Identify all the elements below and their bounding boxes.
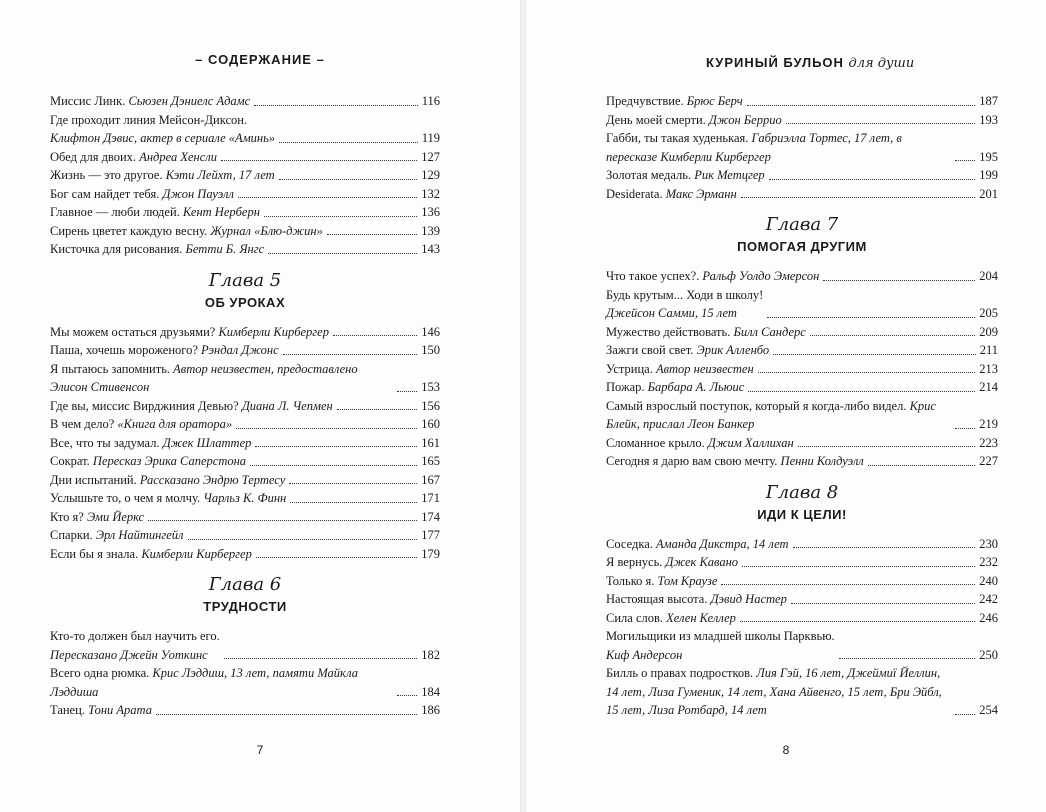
leader-dots bbox=[742, 566, 975, 567]
toc-entry-story: Бог сам найдет тебя. bbox=[50, 186, 163, 201]
toc-entry-page: 177 bbox=[421, 528, 440, 542]
leader-dots bbox=[955, 428, 975, 429]
toc-entry-story: Обед для двоих. bbox=[50, 149, 140, 164]
toc-entry-author: Пенни Колдуэлл bbox=[780, 454, 864, 468]
toc-entry-title bbox=[50, 471, 285, 490]
chapter-name: ПОМОГАЯ ДРУГИМ bbox=[737, 239, 867, 254]
toc-entry-story: Габби, ты такая худенькая. bbox=[606, 131, 752, 145]
chapter-name: ОБ УРОКАХ bbox=[204, 294, 286, 310]
chapter-title: Глава 5 bbox=[208, 269, 282, 291]
toc-entry-page: 156 bbox=[421, 398, 440, 413]
toc-entry-page: 242 bbox=[979, 592, 998, 606]
toc-entry-page: 132 bbox=[421, 186, 440, 201]
toc-entry-author: Кимберли Кирбергер bbox=[218, 324, 329, 339]
toc-entry-story: Только я. bbox=[606, 573, 658, 588]
toc-entry-author: Джек Кавано bbox=[665, 555, 739, 569]
toc-entry-story: Сирень цветет каждую весну. bbox=[50, 223, 211, 238]
toc-entry-author: Брюс Берч bbox=[686, 94, 743, 108]
leader-dots bbox=[397, 695, 417, 696]
table-of-contents bbox=[50, 92, 440, 720]
toc-entry-title bbox=[50, 185, 234, 204]
toc-entry-page: 160 bbox=[421, 417, 440, 431]
toc-entry-author: Сьюзен Дэниелс Адамс bbox=[128, 94, 251, 108]
toc-entry-title bbox=[606, 166, 765, 185]
toc-entry-page: 116 bbox=[421, 94, 440, 108]
leader-dots bbox=[767, 317, 975, 318]
toc-entry-page: 136 bbox=[421, 205, 440, 219]
toc-entry-page: 187 bbox=[979, 94, 998, 108]
toc-entry-story: Спарки. bbox=[50, 528, 96, 542]
toc-entry-author: Пересказано Джейн Уоткинс bbox=[50, 647, 208, 662]
toc-entry[interactable] bbox=[50, 434, 440, 453]
toc-entry-page: 201 bbox=[979, 186, 998, 201]
toc-entry-story: Мы можем остаться друзьями? bbox=[50, 324, 219, 339]
toc-entry-title bbox=[50, 508, 144, 527]
leader-dots bbox=[839, 658, 976, 659]
toc-entry[interactable] bbox=[606, 627, 998, 664]
toc-entry-story: Если бы я знала. bbox=[50, 546, 142, 561]
toc-entry-page: 240 bbox=[979, 573, 998, 588]
leader-dots bbox=[156, 714, 417, 715]
leader-dots bbox=[823, 280, 975, 281]
toc-entry-page: 213 bbox=[979, 361, 998, 376]
toc-entry[interactable] bbox=[50, 360, 440, 397]
leader-dots bbox=[279, 179, 418, 180]
chapter-name: ИДИ К ЦЕЛИ! bbox=[757, 506, 847, 522]
toc-entry-story: Сегодня я дарю вам свою мечту. bbox=[606, 454, 781, 468]
toc-entry-author: Джек Шлаттер bbox=[162, 435, 252, 450]
toc-entry-page: 143 bbox=[421, 242, 440, 256]
toc-entry-story: Жизнь — это другое. bbox=[50, 168, 166, 182]
running-head-script: для души bbox=[848, 56, 915, 71]
leader-dots bbox=[224, 658, 418, 659]
toc-entry-story: Где проходит линия Мейсон-Диксон. bbox=[50, 112, 248, 127]
toc-entry-author: Автор неизвестен, предоставлено Элисон Стивенсон bbox=[50, 361, 358, 394]
toc-entry-story: Устрица. bbox=[606, 361, 656, 376]
toc-entry-title bbox=[606, 627, 835, 664]
leader-dots bbox=[740, 621, 975, 622]
toc-entry-story: Пожар. bbox=[606, 380, 648, 394]
toc-entry-story: Кто я? bbox=[50, 509, 87, 524]
toc-entry-story: Паша, хочешь мороженого? bbox=[50, 343, 202, 357]
toc-entry-story: Могильщики из младшей школы Парквью. bbox=[606, 629, 835, 643]
toc-entry-page: 182 bbox=[421, 647, 440, 662]
toc-entry-title bbox=[606, 129, 951, 166]
toc-entry-story: День моей смерти. bbox=[606, 112, 709, 127]
page-number: 7 bbox=[256, 743, 264, 757]
toc-entry-story: Главное — люби людей. bbox=[50, 205, 183, 219]
toc-entry-author: Ральф Уолдо Эмерсон bbox=[702, 269, 820, 283]
toc-entry[interactable] bbox=[50, 489, 440, 508]
toc-entry-story: Мужество действовать. bbox=[606, 324, 734, 339]
toc-entry[interactable] bbox=[50, 166, 440, 185]
toc-entry-title bbox=[50, 203, 260, 222]
toc-entry-author: Билл Сандерс bbox=[733, 324, 806, 339]
toc-entry-story: Desiderata. bbox=[606, 186, 666, 201]
toc-entry-author: Том Краузе bbox=[657, 573, 718, 588]
toc-entry-title bbox=[50, 664, 393, 701]
toc-entry-page: 129 bbox=[421, 168, 440, 182]
toc-entry[interactable] bbox=[50, 222, 440, 241]
leader-dots bbox=[256, 557, 417, 558]
chapter-title: Глава 7 bbox=[765, 214, 839, 235]
toc-entry-title bbox=[50, 434, 251, 453]
leader-dots bbox=[955, 160, 975, 161]
toc-entry-author: Аманда Дикстра, 14 лет bbox=[656, 536, 789, 551]
toc-entry-title bbox=[606, 590, 787, 609]
toc-entry-story: Где вы, миссис Вирджиния Девью? bbox=[50, 398, 242, 413]
toc-entry-story: Кисточка для рисования. bbox=[50, 242, 186, 256]
leader-dots bbox=[810, 335, 975, 336]
toc-entry[interactable] bbox=[50, 526, 440, 545]
toc-entry-story: Сломанное крыло. bbox=[606, 435, 708, 450]
toc-entry-author: Рик Метцгер bbox=[694, 168, 765, 182]
toc-entry-title bbox=[606, 572, 717, 591]
toc-entry-page: 150 bbox=[421, 343, 440, 357]
toc-entry-title bbox=[606, 185, 737, 204]
toc-entry-title bbox=[606, 609, 736, 628]
toc-entry[interactable] bbox=[606, 553, 998, 572]
toc-entry-page: 219 bbox=[979, 417, 998, 431]
toc-entry-title bbox=[50, 489, 286, 508]
toc-entry[interactable] bbox=[50, 452, 440, 471]
toc-entry-title bbox=[50, 92, 250, 111]
toc-entry-story: Дни испытаний. bbox=[50, 472, 140, 487]
toc-entry-title bbox=[606, 434, 794, 453]
toc-entry-title bbox=[50, 545, 252, 564]
toc-entry-title bbox=[606, 535, 789, 554]
toc-entry[interactable] bbox=[606, 609, 998, 628]
leader-dots bbox=[758, 372, 976, 373]
toc-entry[interactable] bbox=[50, 415, 440, 434]
toc-entry-story: Кто-то должен был научить его. bbox=[50, 629, 220, 643]
leader-dots bbox=[769, 179, 976, 180]
toc-entry-page: 139 bbox=[421, 223, 440, 238]
toc-entry-author: Кэти Лейхт, 17 лет bbox=[165, 168, 275, 182]
toc-entry-author: Хелен Келлер bbox=[666, 610, 736, 625]
toc-entry-author: Эми Йеркс bbox=[86, 509, 145, 524]
toc-entry-page: 161 bbox=[421, 435, 440, 450]
toc-entry-author: Чарльз К. Финн bbox=[203, 491, 287, 505]
chapter-title: Глава 8 bbox=[765, 481, 839, 503]
toc-entry-author: Крис Блейк, прислал Леон Банкер bbox=[606, 398, 936, 431]
toc-entry[interactable] bbox=[50, 111, 440, 148]
running-head: – СОДЕРЖАНИЕ – bbox=[195, 52, 325, 67]
toc-entry-page: 227 bbox=[979, 454, 998, 468]
toc-entry[interactable] bbox=[50, 397, 440, 416]
toc-entry-story: В чем дело? bbox=[50, 417, 118, 431]
toc-entry-story: Зажги свой свет. bbox=[606, 343, 697, 357]
toc-entry[interactable] bbox=[606, 166, 998, 185]
toc-entry-author: Кент Нерберн bbox=[182, 205, 260, 219]
toc-entry-page: 254 bbox=[979, 703, 998, 717]
toc-entry-page: 179 bbox=[421, 546, 440, 561]
toc-entry[interactable] bbox=[606, 452, 998, 471]
toc-entry-page: 223 bbox=[979, 435, 998, 450]
toc-entry-title bbox=[50, 341, 279, 360]
leader-dots bbox=[327, 234, 417, 235]
toc-entry-title bbox=[606, 267, 819, 286]
leader-dots bbox=[748, 391, 975, 392]
toc-entry-author: «Книга для оратора» bbox=[117, 417, 233, 431]
toc-entry-page: 205 bbox=[979, 306, 998, 320]
toc-entry[interactable] bbox=[50, 508, 440, 527]
toc-entry-title bbox=[50, 526, 184, 545]
running-head bbox=[706, 55, 946, 71]
toc-entry-page: 153 bbox=[421, 380, 440, 394]
toc-entry-author: Журнал «Блю-джин» bbox=[210, 223, 323, 238]
leader-dots bbox=[333, 335, 417, 336]
toc-entry[interactable] bbox=[50, 664, 440, 701]
toc-entry-page: 230 bbox=[979, 536, 998, 551]
toc-entry-page: 204 bbox=[979, 269, 998, 283]
toc-entry-title bbox=[606, 360, 754, 379]
leader-dots bbox=[741, 197, 976, 198]
toc-entry-author: Эрик Алленбо bbox=[696, 343, 770, 357]
leader-dots bbox=[773, 354, 976, 355]
toc-entry-page: 165 bbox=[421, 454, 440, 468]
leader-dots bbox=[238, 197, 417, 198]
toc-entry-story: Сократ. bbox=[50, 454, 93, 468]
toc-entry-page: 250 bbox=[979, 647, 998, 662]
leader-dots bbox=[188, 539, 418, 540]
leader-dots bbox=[397, 391, 417, 392]
leader-dots bbox=[279, 142, 418, 143]
toc-entry-author: Бетти Б. Янгс bbox=[185, 242, 265, 256]
leader-dots bbox=[868, 465, 975, 466]
toc-entry[interactable] bbox=[606, 111, 998, 130]
toc-entry-title bbox=[50, 148, 217, 167]
leader-dots bbox=[283, 354, 418, 355]
toc-entry-author: Рассказано Эндрю Тертесу bbox=[139, 472, 286, 487]
toc-entry[interactable] bbox=[606, 664, 998, 720]
toc-entry-story: Предчувствие. bbox=[606, 94, 687, 108]
toc-entry-author: Автор неизвестен bbox=[655, 361, 754, 376]
leader-dots bbox=[791, 603, 975, 604]
toc-entry-author: Тони Арата bbox=[88, 703, 152, 717]
leader-dots bbox=[148, 520, 417, 521]
toc-entry-page: 232 bbox=[979, 555, 998, 569]
toc-entry[interactable] bbox=[50, 627, 440, 664]
toc-entry[interactable] bbox=[50, 185, 440, 204]
leader-dots bbox=[221, 160, 417, 161]
leader-dots bbox=[254, 105, 417, 106]
toc-entry[interactable] bbox=[50, 148, 440, 167]
toc-entry-title bbox=[50, 397, 333, 416]
toc-entry-author: Клифтон Дэвис, актер в сериале «Аминь» bbox=[50, 131, 276, 145]
toc-entry-title bbox=[606, 553, 738, 572]
leader-dots bbox=[290, 502, 417, 503]
toc-entry-story: Соседка. bbox=[606, 536, 657, 551]
toc-entry[interactable] bbox=[606, 434, 998, 453]
toc-entry-title bbox=[50, 166, 275, 185]
toc-entry-page: 146 bbox=[421, 324, 440, 339]
toc-entry[interactable] bbox=[606, 360, 998, 379]
toc-entry-story: Всего одна рюмка. bbox=[50, 666, 153, 680]
leader-dots bbox=[268, 253, 417, 254]
toc-entry-story: Миссис Линк. bbox=[50, 94, 129, 108]
chapter-title: Глава 6 bbox=[208, 574, 282, 595]
leader-dots bbox=[793, 547, 976, 548]
toc-entry-title bbox=[50, 627, 220, 664]
toc-entry-story: Услышьте то, о чем я молчу. bbox=[50, 491, 204, 505]
toc-entry-page: 209 bbox=[979, 324, 998, 339]
chapter-name: ТРУДНОСТИ bbox=[203, 599, 287, 614]
toc-entry-page: 199 bbox=[979, 168, 998, 182]
toc-entry-story: Танец. bbox=[50, 703, 89, 717]
running-head-title: КУРИНЫЙ БУЛЬОН bbox=[706, 55, 844, 70]
toc-entry-page: 195 bbox=[979, 149, 998, 164]
toc-entry-page: 171 bbox=[421, 491, 440, 505]
toc-entry-title bbox=[50, 323, 329, 342]
leader-dots bbox=[255, 446, 417, 447]
toc-entry-title bbox=[50, 701, 152, 720]
toc-entry[interactable] bbox=[606, 590, 998, 609]
table-of-contents bbox=[606, 92, 998, 720]
toc-entry[interactable] bbox=[606, 397, 998, 434]
toc-entry[interactable] bbox=[606, 323, 998, 342]
toc-entry[interactable] bbox=[50, 545, 440, 564]
toc-entry-page: 174 bbox=[421, 509, 440, 524]
toc-entry[interactable] bbox=[50, 240, 440, 259]
toc-entry[interactable] bbox=[606, 535, 998, 554]
toc-entry-page: 186 bbox=[421, 703, 440, 717]
toc-entry-title bbox=[50, 415, 232, 434]
toc-entry-page: 127 bbox=[421, 149, 440, 164]
toc-entry-title bbox=[50, 360, 393, 397]
toc-entry-title bbox=[606, 323, 806, 342]
toc-entry-title bbox=[606, 452, 864, 471]
toc-entry[interactable] bbox=[606, 129, 998, 166]
toc-entry-story: Самый взрослый поступок, который я когда-либо видел. bbox=[606, 398, 910, 413]
toc-entry-title bbox=[50, 111, 275, 148]
toc-entry[interactable] bbox=[606, 92, 998, 111]
toc-entry-author: Лия Гэй, 16 лет, Джеймиї Йеллин, 14 лет, Лиза Гуменик, 14 лет, Хана Айвенго, 15 лет, Бри Эйбл, 15 лет, Лиза Ротбард, 14 лет bbox=[606, 666, 942, 717]
toc-entry-page: 246 bbox=[979, 610, 998, 625]
toc-entry-page: 119 bbox=[421, 131, 440, 145]
toc-entry-title bbox=[606, 664, 951, 720]
toc-entry[interactable] bbox=[606, 185, 998, 204]
toc-entry-title bbox=[606, 92, 743, 111]
toc-entry[interactable] bbox=[50, 203, 440, 222]
left-page bbox=[0, 0, 520, 812]
toc-entry-title bbox=[606, 111, 782, 130]
page-number: 8 bbox=[782, 743, 790, 757]
toc-entry-author: Барбара А. Льюис bbox=[647, 380, 745, 394]
toc-entry[interactable] bbox=[606, 341, 998, 360]
leader-dots bbox=[289, 483, 417, 484]
toc-entry-story: Золотая медаль. bbox=[606, 168, 695, 182]
toc-entry-author: Киф Андерсон bbox=[606, 647, 683, 662]
toc-entry-author: Джон Пауэлл bbox=[162, 186, 234, 201]
toc-entry-story: Я пытаюсь запомнить. bbox=[50, 361, 174, 376]
toc-entry-author: Джейсон Самми, 15 лет bbox=[606, 306, 737, 320]
toc-entry[interactable] bbox=[606, 267, 998, 286]
leader-dots bbox=[786, 123, 976, 124]
toc-entry-story: Будь крутым... Ходи в школу! bbox=[606, 287, 764, 302]
toc-entry-title bbox=[606, 397, 951, 434]
toc-entry-author: Дэвид Настер bbox=[710, 592, 787, 606]
toc-entry-author: Диана Л. Чепмен bbox=[241, 398, 333, 413]
toc-entry[interactable] bbox=[606, 286, 998, 323]
toc-entry[interactable] bbox=[606, 378, 998, 397]
leader-dots bbox=[250, 465, 417, 466]
toc-entry-author: Габриэлла Тортес, 17 лет, в пересказе Кимберли Кирбергер bbox=[606, 131, 902, 164]
toc-entry-page: 184 bbox=[421, 684, 440, 699]
leader-dots bbox=[955, 714, 975, 715]
toc-entry-title bbox=[606, 286, 763, 323]
toc-entry-page: 211 bbox=[979, 343, 998, 357]
toc-entry-page: 214 bbox=[979, 380, 998, 394]
toc-entry-author: Андреа Хенсли bbox=[139, 149, 217, 164]
toc-entry-author: Кимберли Кирбергер bbox=[141, 546, 252, 561]
leader-dots bbox=[747, 105, 976, 106]
toc-entry-story: Билль о правах подростков. bbox=[606, 666, 757, 680]
toc-entry-story: Сила слов. bbox=[606, 610, 667, 625]
toc-entry[interactable] bbox=[50, 92, 440, 111]
toc-entry-story: Настоящая высота. bbox=[606, 592, 711, 606]
toc-entry[interactable] bbox=[606, 572, 998, 591]
toc-entry[interactable] bbox=[50, 323, 440, 342]
toc-entry-author: Джим Халлихан bbox=[707, 435, 794, 450]
toc-entry-author: Джон Беррио bbox=[708, 112, 782, 127]
toc-entry[interactable] bbox=[50, 701, 440, 720]
toc-entry[interactable] bbox=[50, 471, 440, 490]
toc-entry-author: Макс Эрманн bbox=[665, 186, 737, 201]
toc-entry-author: Крис Лэддиш, 13 лет, памяти Майкла Лэддиша bbox=[50, 666, 359, 699]
toc-entry-title bbox=[50, 222, 323, 241]
leader-dots bbox=[798, 446, 976, 447]
toc-entry-story: Я вернусь. bbox=[606, 555, 666, 569]
toc-entry-author: Пересказ Эрика Саперстона bbox=[92, 454, 247, 468]
toc-entry-title bbox=[606, 341, 769, 360]
toc-entry-author: Эрл Найтингейл bbox=[95, 528, 184, 542]
toc-entry-title bbox=[606, 378, 744, 397]
leader-dots bbox=[337, 409, 418, 410]
toc-entry-page: 193 bbox=[979, 112, 998, 127]
toc-entry-title bbox=[50, 240, 264, 259]
toc-entry-author: Рэндал Джонс bbox=[201, 343, 279, 357]
leader-dots bbox=[236, 428, 417, 429]
leader-dots bbox=[264, 216, 417, 217]
toc-entry-title bbox=[50, 452, 246, 471]
toc-entry-story: Все, что ты задумал. bbox=[50, 435, 163, 450]
right-page bbox=[526, 0, 1046, 812]
leader-dots bbox=[721, 584, 975, 585]
toc-entry[interactable] bbox=[50, 341, 440, 360]
toc-entry-page: 167 bbox=[421, 472, 440, 487]
toc-entry-story: Что такое успех?. bbox=[606, 269, 703, 283]
